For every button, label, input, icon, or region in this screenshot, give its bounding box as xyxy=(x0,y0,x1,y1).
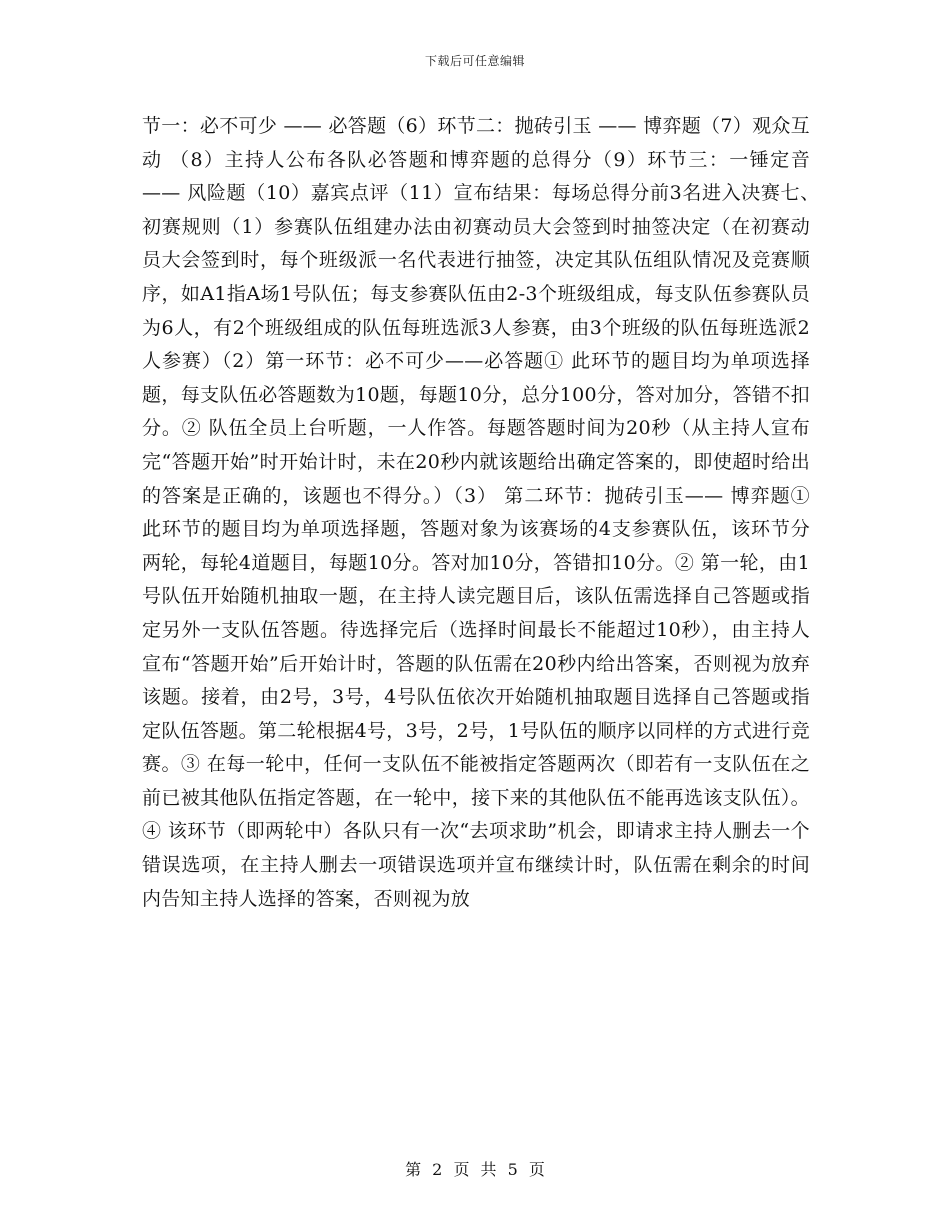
page-number-footer: 第 2 页 共 5 页 xyxy=(405,1160,545,1179)
page-header: 下载后可任意编辑 xyxy=(424,54,525,68)
document-body-text: 节一：必不可少 —— 必答题（6）环节二：抛砖引玉 —— 博弈题（7）观众互动 （8）主持人公布各队必答题和博弈题的总得分（9）环节三：一锤定音 —— 风险题（10）嘉宾点评（11）宣布结果：每场总得分前3名进入决赛七、 初赛规则（1）参赛队伍组建办法由初赛动员大会签到时抽签决定（在初赛动员大会签到时，每个班级派一名代表进行抽签，决定其队伍组队情况及竞赛顺序，如A1指A场1号队伍；每支参赛队伍由2-3个班级组成，每支队伍参赛队员为6人，有2个班级组成的队伍每班选派3人参赛，由3个班级的队伍每班选派2人参赛）（2）第一环节：必不可少——必答题① 此环节的题目均为单项选择题，每支队伍必答题数为10题，每题10分，总分100分，答对加分，答错不扣分。② 队伍全员上台听题，一人作答。每题答题时间为20秒（从主持人宣布完“答题开始”时开始计时，未在20秒内就该题给出确定答案的，即使超时给出的答案是正确的，该题也不得分。）（3） 第二环节：抛砖引玉—— 博弈题① 此环节的题目均为单项选择题，答题对象为该赛场的4支参赛队伍，该环节分两轮，每轮4道题目，每题10分。答对加10分，答错扣10分。② 第一轮，由1号队伍开始随机抽取一题，在主持人读完题目后，该队伍需选择自己答题或指定另外一支队伍答题。待选择完后（选择时间最长不能超过10秒），由主持人宣布“答题开始”后开始计时，答题的队伍需在20秒内给出答案，否则视为放弃该题。接着，由2号，3号，4号队伍依次开始随机抽取题目选择自己答题或指定队伍答题。第二轮根据4号，3号，2号，1号队伍的顺序以同样的方式进行竞赛。③ 在每一轮中，任何一支队伍不能被指定答题两次（即若有一支队伍在之前已被其他队伍指定答题，在一轮中，接下来的其他队伍不能再选该支队伍）。④ 该环节（即两轮中）各队只有一次“去项求助”机会，即请求主持人删去一个错误选项，在主持人删去一项错误选项并宣布继续计时，队伍需在剩余的时间内告知主持人选择的答案，否则视为放 xyxy=(142,115,836,910)
